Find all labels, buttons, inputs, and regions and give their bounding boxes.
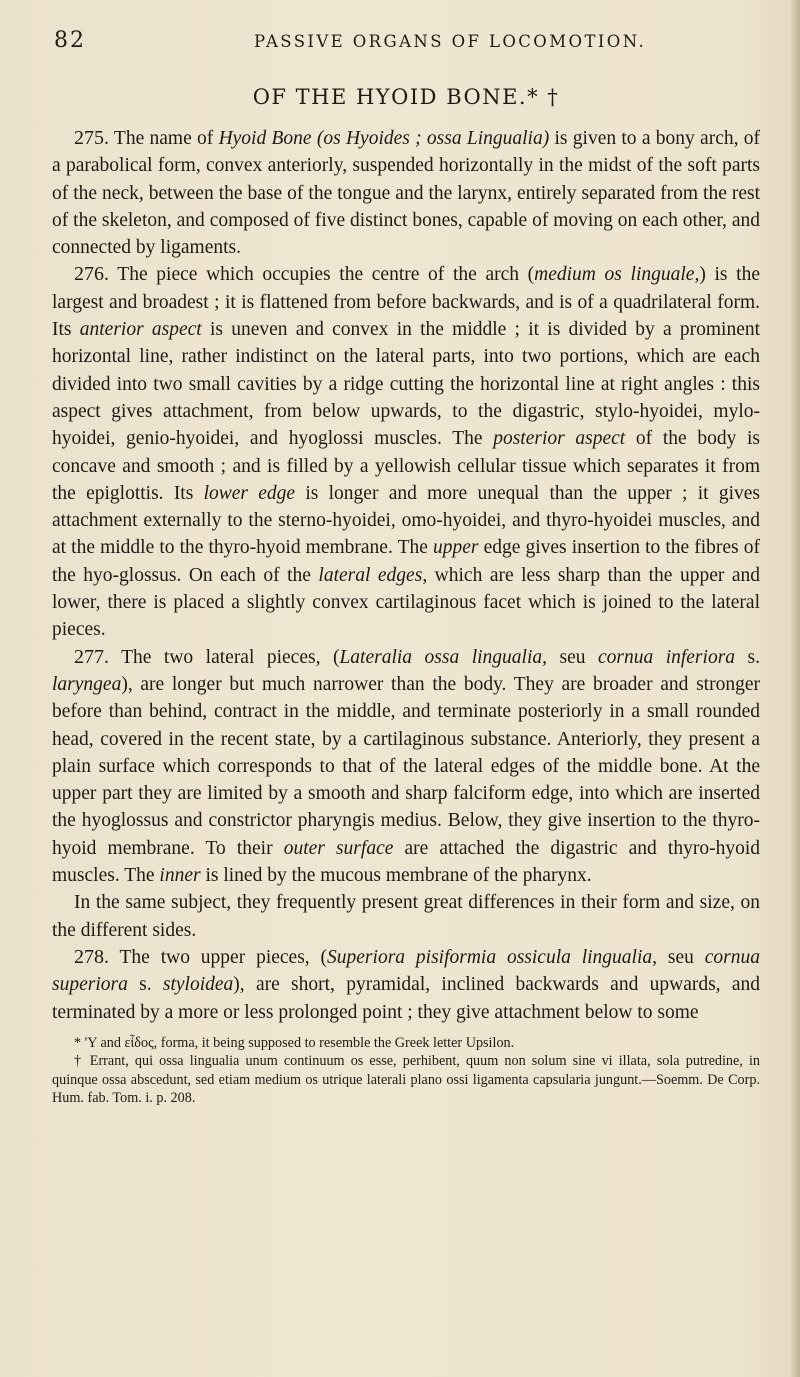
text-run: ), are short, pyramidal, inclined backwards and upwards, and terminated by a more or less prolonged point ; they give attachment below to some <box>52 974 760 1023</box>
text-run: ), are longer but much narrower than the body. They are broader and stronger before than behind, contract in the middle, and terminate posteriorly in a small rounded head, covered in the recent state, by a cartilaginous substance. Anteriorly, they present a plain surface which corresponds to that of the lateral edges of the middle bone. At the upper part they are limited by a smooth and sharp falciform edge, into which are inserted the hyoglossus and constrictor pharyngis medius. Below, they give insertion to the thyro-hyoid membrane. To their <box>52 673 760 859</box>
text-run: seu <box>657 946 705 968</box>
italic-term: outer surface <box>283 837 394 859</box>
italic-term: Hyoid Bone (os Hyoides ; ossa Lingualia) <box>218 128 550 149</box>
text-run: s. <box>127 974 163 996</box>
text-run: is lined by the mucous membrane of the pharynx. <box>200 865 592 887</box>
italic-term: medium os linguale, <box>534 264 700 286</box>
italic-term: lower edge <box>203 482 296 504</box>
footnote-1: * 'Υ and εἶδος, forma, it being supposed to resemble the Greek letter Upsilon. <box>74 1034 515 1051</box>
section-title: OF THE HYOID BONE.* † <box>252 85 560 109</box>
paragraph-number: 275. <box>74 127 109 149</box>
italic-term: inner <box>159 865 201 887</box>
footnote-2: † Errant, qui ossa lingualia unum continuum os esse, perhibent, quum non solum sine vi illata, sola putredine, in quinque ossa abscedunt, sed etiam medium os utrique laterali plano ossi ligamenta capsularia jungunt.—Soemm. De Corp. Hum. fab. Tom. i. p. 208. <box>52 1053 760 1107</box>
text-run: is given to a bony arch, of a parabolical form, convex anteriorly, suspended horizontally in the midst of the soft parts of the neck, between the base of the tongue and the larynx, entirely separated from the rest of the skeleton, and composed of five distinct bones, capable of moving on each other, and connected by ligaments. <box>52 128 761 259</box>
paragraph-number: 278. <box>74 945 109 968</box>
paragraph-2 <box>52 261 760 643</box>
text-run: s. <box>735 646 760 668</box>
italic-term: cornua superiora <box>52 946 761 996</box>
italic-term: styloidea <box>162 974 234 996</box>
text-run: , which are less sharp than the upper and lower, there is placed a slightly convex cartilaginous facet which is joined to the lateral pieces. <box>52 564 760 641</box>
text-run: is longer and more unequal than the upper ; it gives attachment externally to the sterno-hyoidei, omo-hyoidei, and thyro-hyoidei muscles, and at the middle to the thyro-hyoid membrane. The <box>52 482 761 559</box>
paragraph-5 <box>52 944 760 1026</box>
italic-term: upper <box>432 537 479 559</box>
text-run: The name of <box>109 128 219 149</box>
paragraph-1 <box>52 125 760 261</box>
italic-term: Superiora pisiformia ossicula lingualia, <box>327 946 658 968</box>
italic-term: anterior aspect <box>79 319 202 341</box>
text-run: seu <box>547 646 598 668</box>
page-edge-shadow <box>790 0 800 1377</box>
text-run: edge gives insertion to the fibres of the hyo-glossus. On each of the <box>52 537 760 586</box>
body-text <box>52 125 760 1026</box>
footnotes <box>52 1034 760 1108</box>
paragraph-number: 277. <box>74 645 109 668</box>
italic-term: Lateralia ossa lingualia, <box>339 646 547 668</box>
paragraph-3 <box>52 644 760 890</box>
text-run: The piece which occupies the centre of the arch ( <box>109 264 535 286</box>
text-run: of the body is concave and smooth ; and is filled by a yellowish cellular tissue which separates it from the epiglottis. Its <box>52 428 761 504</box>
italic-term: posterior aspect <box>493 428 626 450</box>
text-run: ) is the largest and broadest ; it is flattened from before backwards, and is of a quadrilateral form. Its <box>52 264 760 341</box>
text-run: The two upper pieces, ( <box>109 946 328 968</box>
italic-term: lateral edges <box>318 564 423 586</box>
text-run: are attached the digastric and thyro-hyoid muscles. The <box>52 837 760 887</box>
text-run: The two lateral pieces, ( <box>109 646 340 668</box>
running-title: PASSIVE ORGANS OF LOCOMOTION. <box>254 32 647 51</box>
italic-term: laryngea <box>52 673 122 695</box>
running-header <box>54 28 760 53</box>
text-run: is uneven and convex in the middle ; it is divided by a prominent horizontal line, rather indistinct on the lateral parts, into two portions, which are each divided into two small cavities by a ridge cutting the horizontal line at right angles : this aspect gives attachment, from below upwards, to the digastric, stylo-hyoidei, mylo-hyoidei, genio-hyoidei, and hyoglossi muscles. The <box>52 319 761 450</box>
italic-term: cornua inferiora <box>597 646 736 668</box>
paragraph-number: 276. <box>74 263 109 286</box>
text-run: In the same subject, they frequently present great differences in their form and size, on the different sides. <box>52 892 760 941</box>
page-number: 82 <box>54 28 86 53</box>
paragraph-4 <box>52 889 760 944</box>
